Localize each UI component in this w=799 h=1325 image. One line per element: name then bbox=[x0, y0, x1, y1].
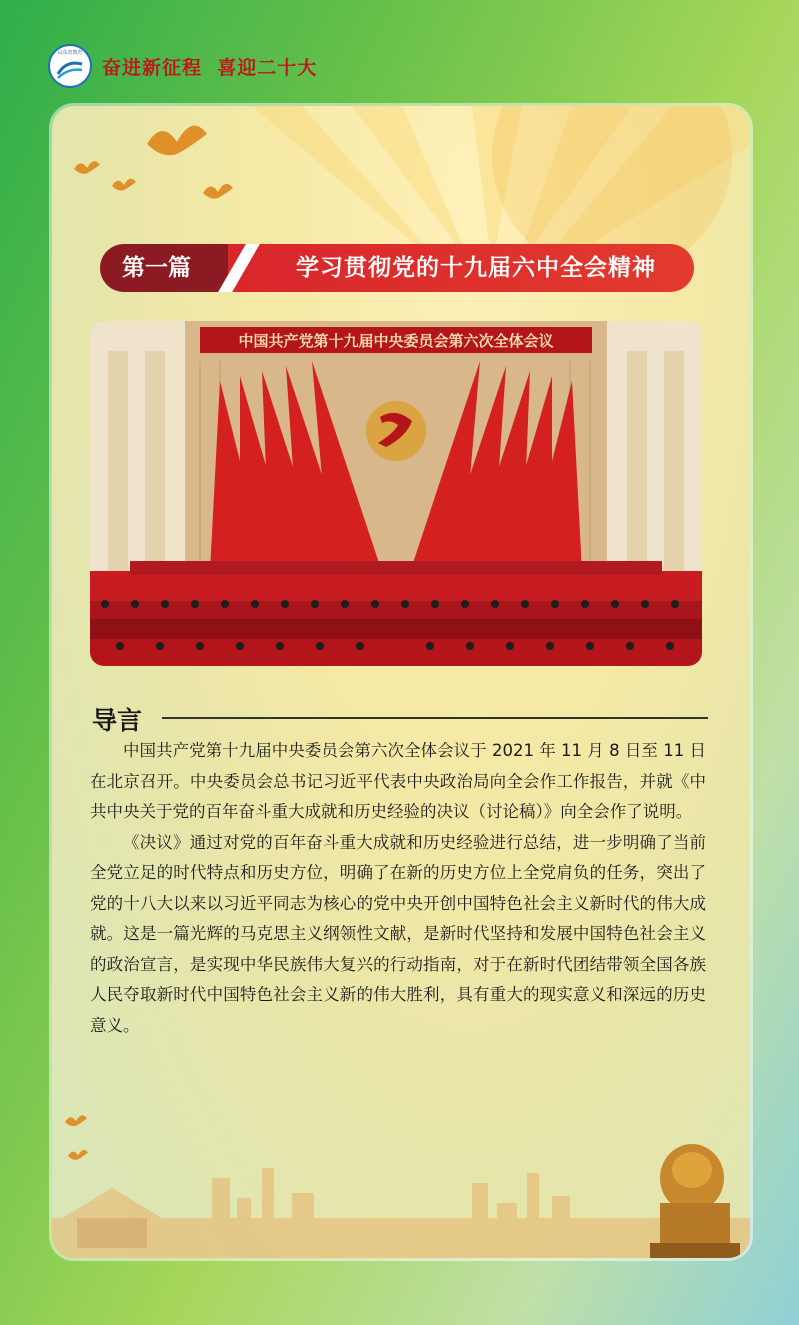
dove-icon bbox=[200, 178, 236, 208]
plenary-session-photo bbox=[90, 321, 702, 666]
intro-paragraph-1: 中国共产党第十九届中央委员会第六次全体会议于 2021 年 11 月 8 日至 11 日在北京召开。中央委员会总书记习近平代表中央政治局向全会作工作报告，并就《中共中央关于党的百年奋斗重大成就和历史经验的决议（讨论稿）》向全会作了说明。 bbox=[90, 741, 706, 821]
page-header bbox=[48, 44, 317, 88]
intro-divider bbox=[162, 717, 708, 719]
part-title: 学习贯彻党的十九届六中全会精神 bbox=[296, 255, 656, 281]
dove-icon bbox=[110, 174, 138, 198]
content-card bbox=[52, 106, 750, 1258]
photo-caption: 中国共产党第十九届中央委员会第六次全体会议 bbox=[238, 332, 554, 350]
dove-icon bbox=[72, 156, 102, 182]
logo-text: 山东省教育 bbox=[57, 50, 83, 56]
section-banner bbox=[100, 244, 694, 292]
intro-body bbox=[90, 736, 706, 1041]
lion-statue-icon bbox=[650, 1144, 740, 1258]
logo-wave-icon bbox=[56, 58, 84, 80]
slogan: 奋进新征程 喜迎二十大 bbox=[102, 56, 318, 79]
intro-paragraph-2: 《决议》通过对党的百年奋斗重大成就和历史经验进行总结，进一步明确了当前全党立足的时代特点和历史方位，明确了在新的历史方位上全党肩负的任务，突出了党的十八大以来以习近平同志为核心的党中央开创中国特色社会主义新时代的伟大成就。这是一篇光辉的马克思主义纲领性文献，是新时代坚持和发展中国特色社会主义的政治宣言，是实现中华民族伟大复兴的行动指南，对于在新时代团结带领全国各族人民夺取新时代中国特色社会主义新的伟大胜利，具有重大的现实意义和深远的历史意义。 bbox=[90, 832, 706, 1035]
dove-icon bbox=[66, 1146, 90, 1166]
landmark-decoration bbox=[52, 1108, 750, 1258]
intro-heading: 导言 bbox=[92, 706, 143, 735]
dove-icon bbox=[142, 114, 212, 174]
school-logo bbox=[48, 44, 92, 88]
part-label: 第一篇 bbox=[122, 255, 191, 281]
dove-icon bbox=[62, 1111, 90, 1133]
